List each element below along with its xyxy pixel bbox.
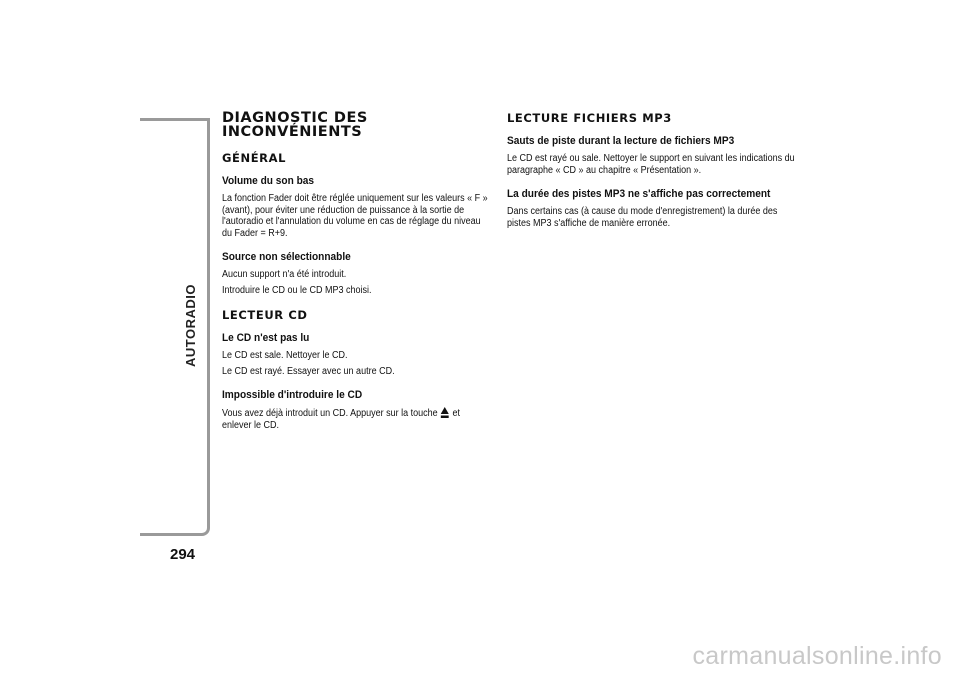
paragraph-cd-insert — [222, 407, 492, 431]
watermark: carmanualsonline.info — [692, 642, 942, 670]
section-heading-cd: LECTEUR CD — [222, 308, 308, 322]
paragraph-track-skip: Le CD est rayé ou sale. Nettoyer le support en suivant les indications du paragraphe « CD » au chapitre « Présentation ». — [507, 153, 795, 176]
subheading-source: Source non sélectionnable — [222, 251, 351, 263]
subheading-cd-insert: Impossible d'introduire le CD — [222, 389, 363, 401]
paragraph-source-1: Aucun support n'a été introduit. — [222, 269, 347, 280]
section-label: AUTORADIO — [183, 284, 198, 367]
paragraph-cd-not-read-2: Le CD est rayé. Essayer avec un autre CD. — [222, 365, 395, 377]
right-column — [507, 111, 797, 233]
section-heading-general: GÉNÉRAL — [222, 151, 287, 165]
page-title-line1: DIAGNOSTIC DES — [222, 110, 368, 126]
eject-icon — [441, 407, 449, 418]
page-title — [222, 111, 492, 139]
page-title-line2: INCONVÉNIENTS — [222, 124, 363, 140]
page-margin-rule — [140, 118, 210, 536]
paragraph-track-duration: Dans certains cas (à cause du mode d'enregistrement) la durée des pistes MP3 s'affiche de manière erronée. — [507, 206, 778, 229]
subheading-track-skip: Sauts de piste durant la lecture de fichiers MP3 — [507, 135, 735, 147]
paragraph-cd-not-read-1: Le CD est sale. Nettoyer le CD. — [222, 350, 348, 361]
paragraph-cd-insert-a: Vous avez déjà introduit un CD. Appuyer sur la touche — [222, 408, 438, 419]
section-heading-mp3: LECTURE FICHIERS MP3 — [507, 111, 672, 125]
subheading-cd-not-read: Le CD n'est pas lu — [222, 332, 310, 344]
paragraph-volume: La fonction Fader doit être réglée uniquement sur les valeurs « F » (avant), pour éviter une réduction de puissance à la sortie de l'autoradio et l'annulation du volume en cas de réglage du niveau du Fader = R+9. — [222, 193, 488, 239]
left-column — [222, 111, 492, 435]
page-number: 294 — [170, 546, 196, 563]
paragraph-cd-insert-b: et enlever le CD. — [222, 408, 461, 431]
subheading-track-duration: La durée des pistes MP3 ne s'affiche pas correctement — [507, 188, 771, 200]
subheading-volume: Volume du son bas — [222, 175, 315, 187]
paragraph-source-2: Introduire le CD ou le CD MP3 choisi. — [222, 284, 372, 296]
